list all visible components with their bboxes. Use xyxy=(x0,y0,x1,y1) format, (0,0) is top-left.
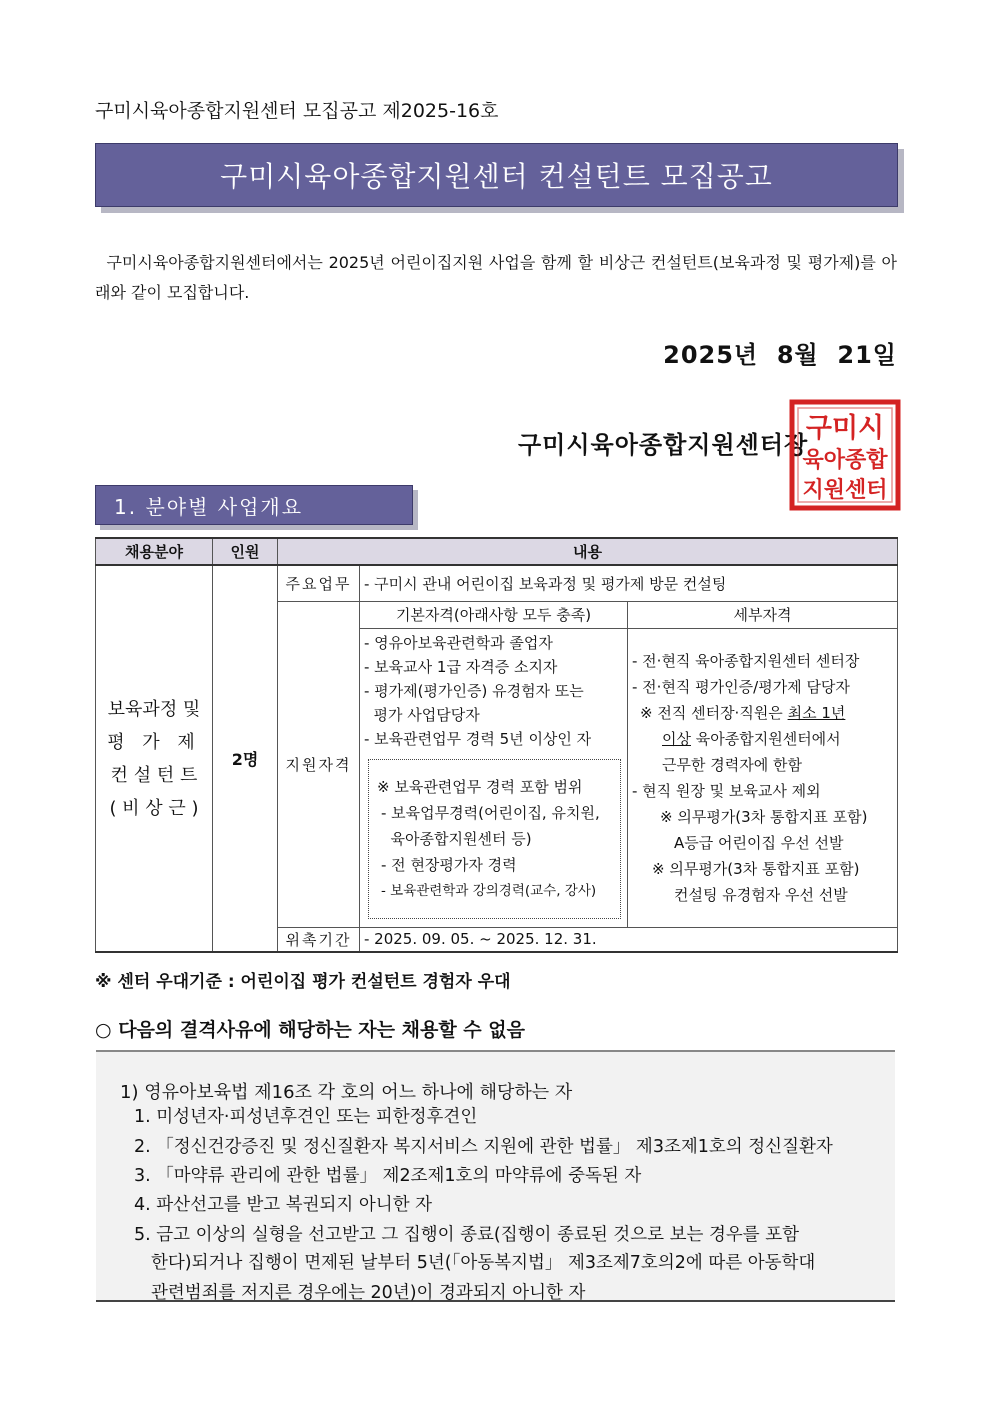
notice-number: 구미시육아종합지원센터 모집공고 제2025-16호 xyxy=(95,100,499,122)
detail-qual-header: 세부자격 xyxy=(628,601,898,628)
header-count: 인원 xyxy=(213,538,278,565)
svg-text:육아종합: 육아종합 xyxy=(802,448,888,473)
disqualification-item: 3. 「마약류 관리에 관한 법률」 제2조제1호의 마약류에 중독된 자 xyxy=(134,1166,642,1186)
page-title: 구미시육아종합지원센터 컨설턴트 모집공고 xyxy=(95,143,898,207)
disqualification-item: 한다)되거나 집행이 면제된 날부터 5년(「아동복지법」 제3조제7호의2에 따른 아동학대 xyxy=(151,1253,816,1273)
scope-item: - 보육관련학과 강의경력(교수, 강사) xyxy=(381,882,597,899)
disqualification-item: 4. 파산선고를 받고 복권되지 아니한 자 xyxy=(134,1195,433,1215)
disqualification-heading: 1) 영유아보육법 제16조 각 호의 어느 하나에 해당하는 자 xyxy=(120,1082,573,1103)
basic-item: 평가 사업담당자 xyxy=(364,705,480,724)
detail-item: ※ 의무평가(3차 통합지표 포함) xyxy=(652,859,860,878)
disqualification-item: 1. 미성년자·피성년후견인 또는 피한정후견인 xyxy=(134,1107,478,1127)
detail-text: ※ 전직 센터장·직원은 xyxy=(640,703,783,722)
signer-name: 구미시육아종합지원센터장 xyxy=(518,431,809,459)
field-line: 보육과정 및 xyxy=(107,698,201,720)
disqualification-title: ○ 다음의 결격사유에 해당하는 자는 채용할 수 없음 xyxy=(95,1019,525,1041)
detail-item: 근무한 경력자에 한함 xyxy=(662,755,802,774)
detail-text: 육아종합지원센터에서 xyxy=(695,729,841,748)
detail-item xyxy=(632,700,897,726)
period-value: - 2025. 09. 05. ~ 2025. 12. 31. xyxy=(360,927,898,952)
detail-item: ※ 의무평가(3차 통합지표 포함) xyxy=(660,807,868,826)
detail-underlined: 최소 1년 xyxy=(787,703,846,722)
experience-scope-box xyxy=(368,759,621,919)
main-work-content: - 구미시 관내 어린이집 보육과정 및 평가제 방문 컨설팅 xyxy=(360,565,898,601)
detail-item: - 현직 원장 및 보육교사 제외 xyxy=(632,781,821,800)
basic-item: - 보육관련업무 경력 5년 이상인 자 xyxy=(364,729,592,748)
basic-item: - 보육교사 1급 자격증 소지자 xyxy=(364,657,558,676)
official-seal xyxy=(789,399,901,511)
field-line: 컨 설 턴 트 xyxy=(110,764,198,786)
qualification-label: 지원자격 xyxy=(278,601,360,927)
disqualification-item: 5. 금고 이상의 실형을 선고받고 그 집행이 종료(집행이 종료된 것으로 보는 경우를 포함 xyxy=(134,1225,800,1245)
disqualification-item: 2. 「정신건강증진 및 정신질환자 복지서비스 지원에 관한 법률」 제3조제1호의 정신질환자 xyxy=(134,1137,833,1157)
disqualification-item: 관련범죄를 저지른 경우에는 20년)이 경과되지 아니한 자 xyxy=(151,1283,586,1303)
basic-item: - 영유아보육관련학과 졸업자 xyxy=(364,633,553,652)
basic-qual-cell xyxy=(360,628,628,927)
detail-underlined: 이상 xyxy=(662,729,691,748)
field-line: 평 가 제 xyxy=(107,731,201,753)
detail-item: - 전·현직 평가인증/평가제 담당자 xyxy=(632,677,850,696)
header-content: 내용 xyxy=(278,538,898,565)
detail-item xyxy=(632,726,897,752)
field-name-cell xyxy=(96,565,213,952)
scope-item: 육아종합지원센터 등) xyxy=(381,829,532,848)
intro-paragraph xyxy=(95,248,897,308)
disqualification-box xyxy=(96,1050,895,1302)
scope-item: - 보육업무경력(어린이집, 유치원, xyxy=(381,803,600,822)
detail-qual-cell xyxy=(628,628,898,927)
basic-item: - 평가제(평가인증) 유경험자 또는 xyxy=(364,681,584,700)
scope-item: ※ 보육관련업무 경력 포함 범위 xyxy=(377,777,583,796)
main-work-label: 주요업무 xyxy=(278,565,360,601)
field-line: ( 비 상 근 ) xyxy=(109,797,199,819)
svg-text:구미시: 구미시 xyxy=(805,413,885,444)
basic-qual-header: 기본자격(아래사항 모두 충족) xyxy=(360,601,628,628)
period-label: 위촉기간 xyxy=(278,927,360,952)
header-field: 채용분야 xyxy=(96,538,213,565)
detail-item: 컨설팅 유경험자 우선 선발 xyxy=(674,885,848,904)
scope-item: - 전 현장평가자 경력 xyxy=(381,855,517,874)
preference-note: ※ 센터 우대기준 : 어린이집 평가 컨설턴트 경험자 우대 xyxy=(95,972,511,992)
intro-text: 구미시육아종합지원센터에서는 2025년 어린이집지원 사업을 함께 할 비상근 컨설턴트(보육과정 및 평가제)를 아래와 같이 모집합니다. xyxy=(95,253,897,302)
recruitment-table xyxy=(95,537,898,953)
announcement-date: 2025년 8월 21일 xyxy=(663,341,897,369)
section-heading-1: 1. 분야별 사업개요 xyxy=(95,485,413,525)
detail-item: - 전·현직 육아종합지원센터 센터장 xyxy=(632,651,860,670)
svg-text:지원센터: 지원센터 xyxy=(802,478,888,503)
detail-item: A등급 어린이집 우선 선발 xyxy=(674,833,844,852)
headcount-cell: 2명 xyxy=(213,565,278,952)
